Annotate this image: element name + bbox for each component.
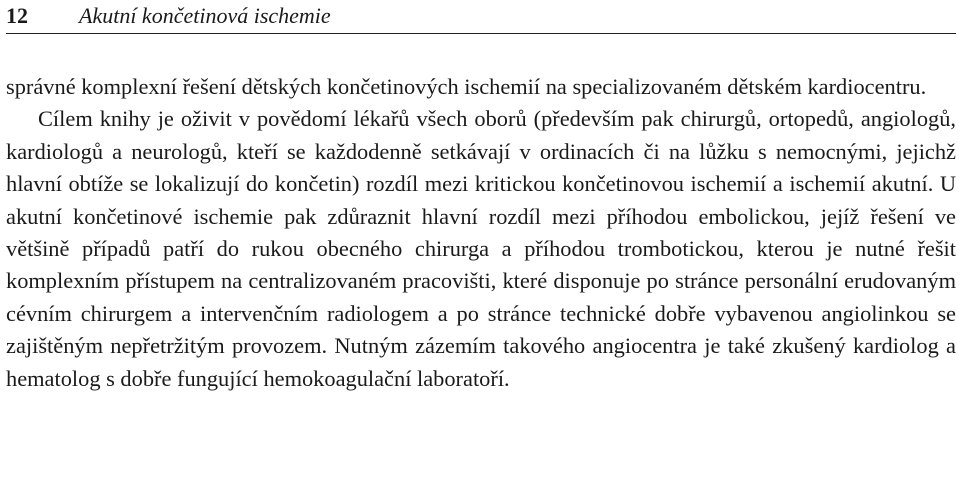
page-header — [6, 0, 956, 34]
page-number: 12 — [6, 3, 28, 28]
running-title: Akutní končetinová ischemie — [79, 3, 331, 28]
body-text — [6, 71, 956, 395]
paragraph-main: Cílem knihy je oživit v povědomí lékařů všech oborů (především pak chirurgů, ortopedů, angiologů, kardiologů a neurologů, kteří se každodenně setkávají v ordinacích či na lůžku s nemocnými, jejichž hlavní obtíže se lokalizují do končetin) rozdíl mezi kritickou končetinovou ischemií a ischemií akutní. U akutní končetinové ischemie pak zdůraznit hlavní rozdíl mezi příhodou embolickou, jejíž řešení ve většině případů patří do rukou obecného chirurga a příhodou trombotickou, kterou je nutné řešit komplexním přístupem na centralizovaném pracovišti, které disponuje po stránce personální erudovaným cévním chirurgem a intervenčním radiologem a po stránce technické dobře vybavenou angiolinkou se zajištěným nepřetržitým provozem. Nutným zázemím takového angiocentra je také zkušený kardiolog a hematolog s dobře fungující hemokoagulační laboratoří. — [6, 106, 956, 391]
paragraph-continuation: správné komplexní řešení dětských končetinových ischemií na specializovaném dětském kardiocentru. — [6, 74, 927, 99]
